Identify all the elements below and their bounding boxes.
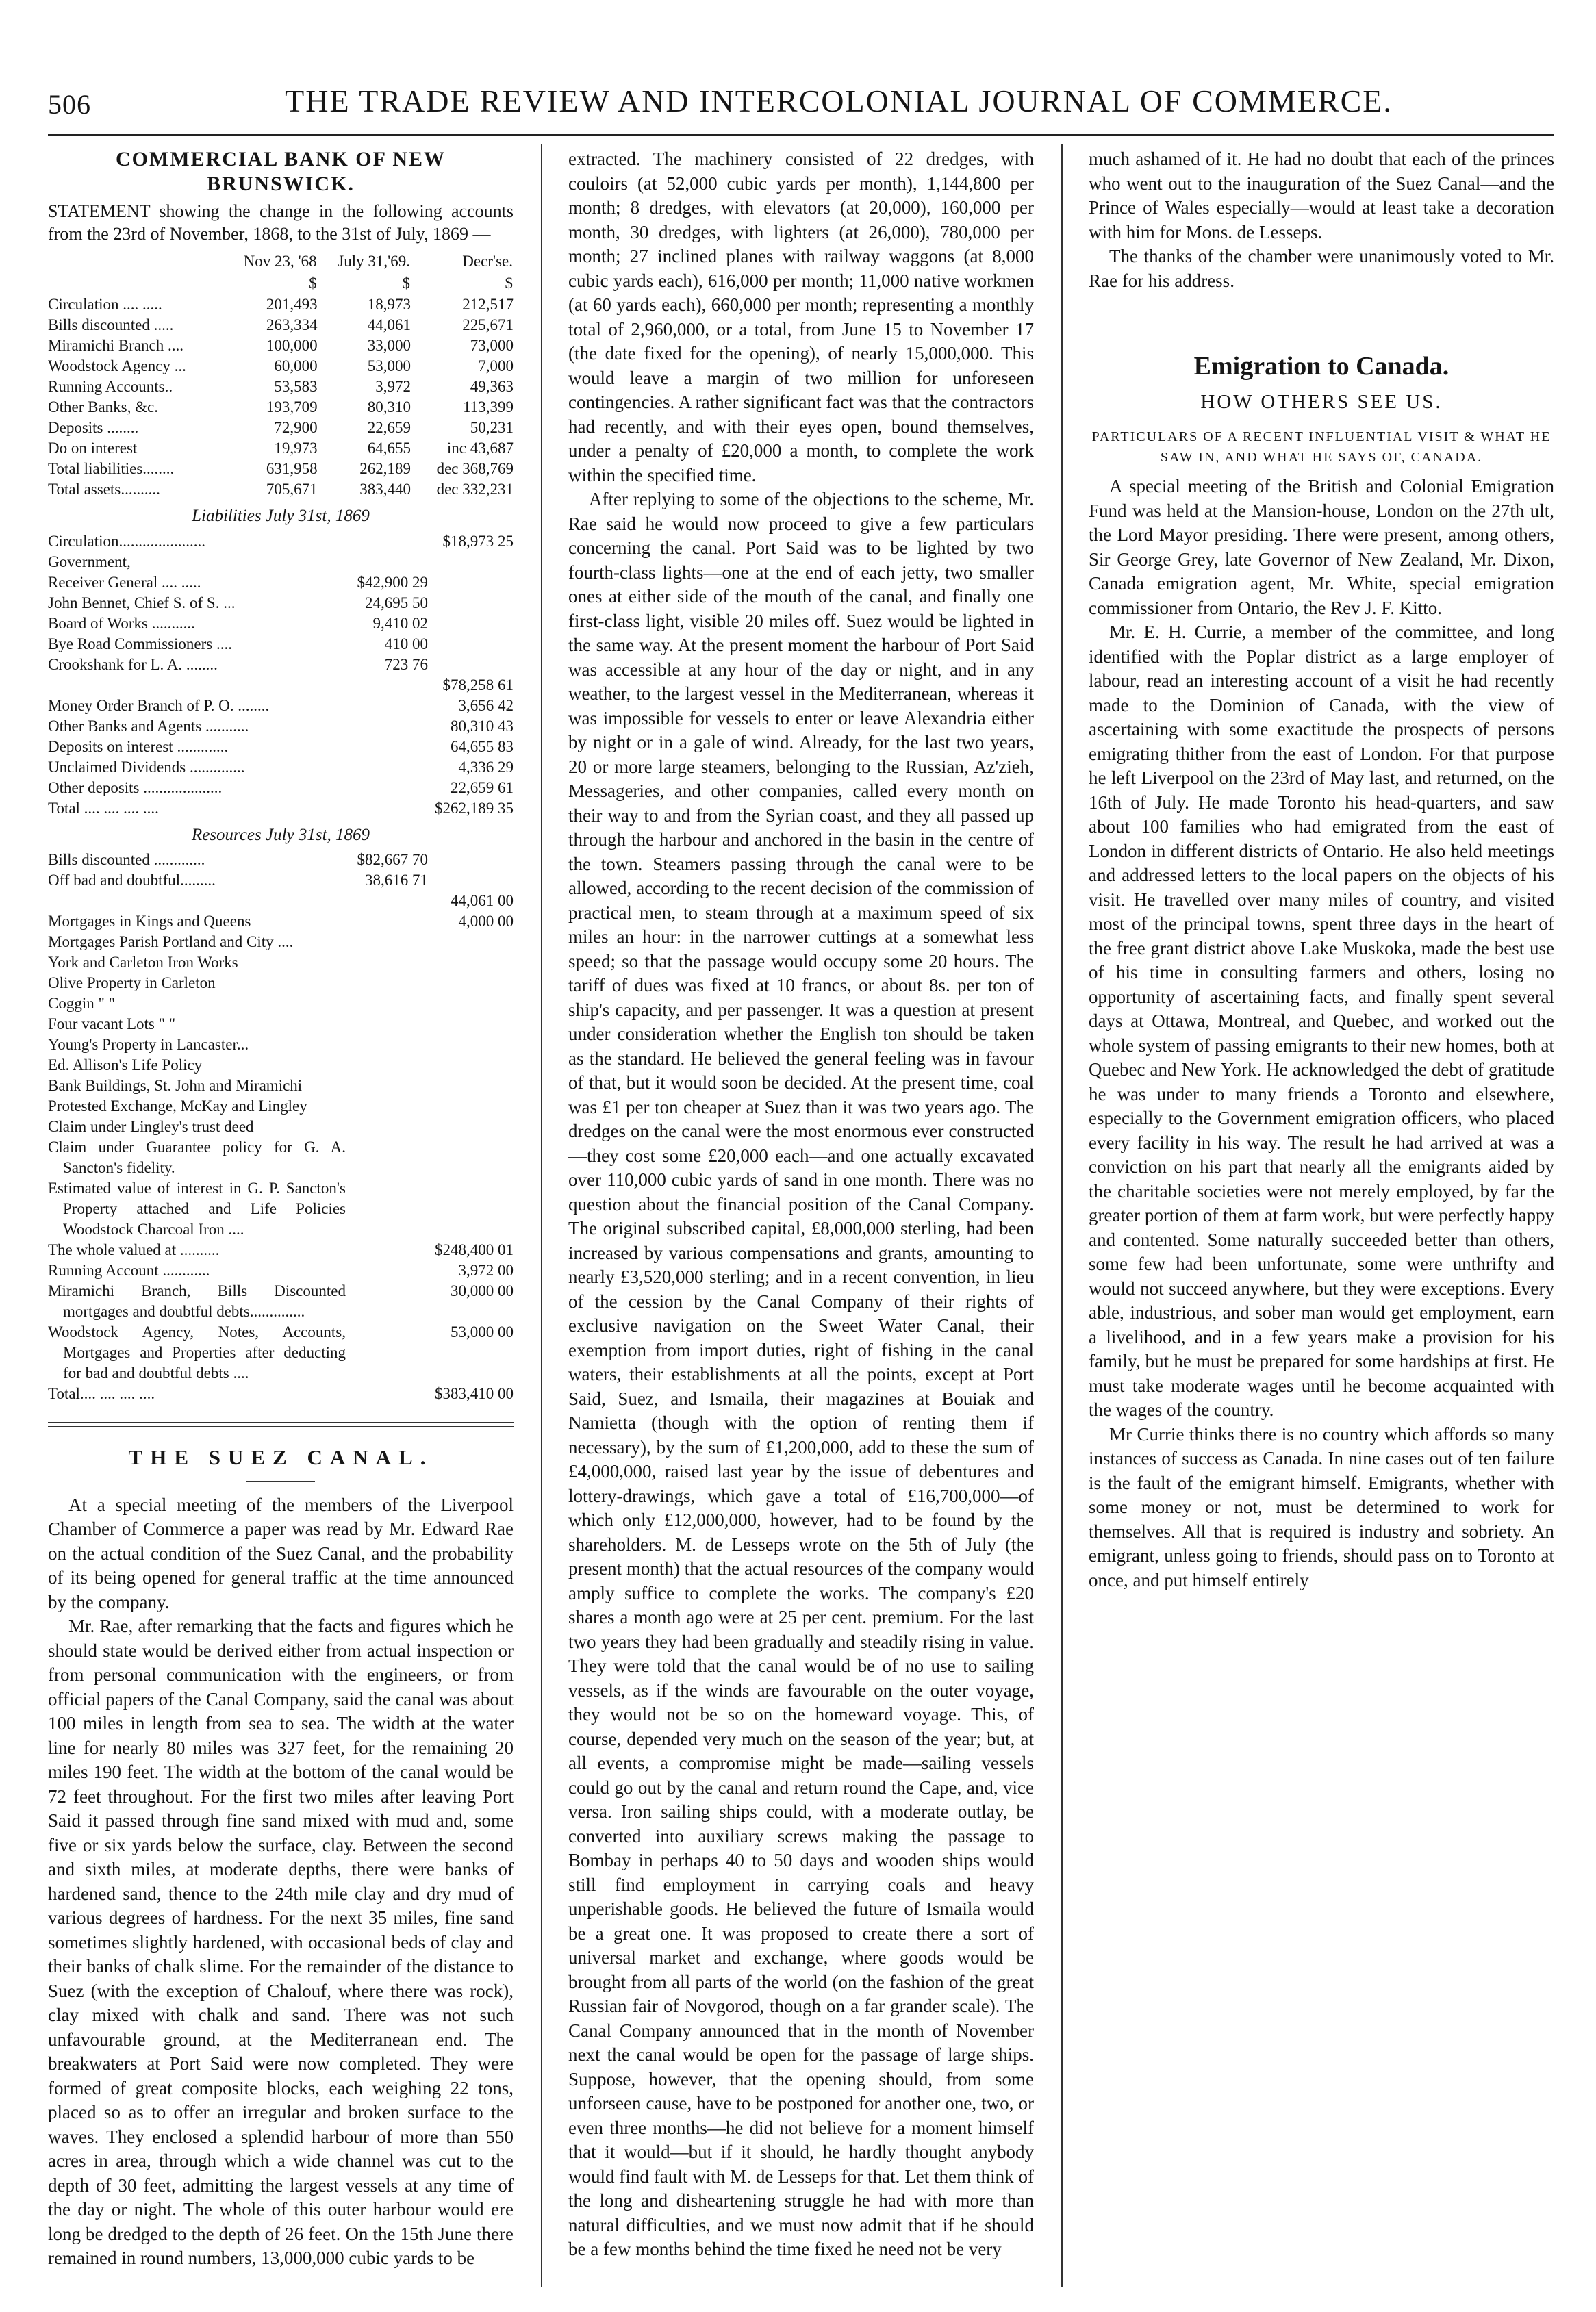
table-cell: 225,671 bbox=[462, 316, 514, 333]
table-row bbox=[48, 891, 514, 911]
table-cell: 33,000 bbox=[367, 337, 411, 354]
table-cell: Woodstock Agency ... bbox=[48, 357, 186, 374]
table-cell bbox=[428, 850, 514, 870]
table-cell: Claim under Lingley's trust deed bbox=[48, 1118, 254, 1135]
table-cell bbox=[346, 552, 428, 572]
table-cell: 53,000 00 bbox=[451, 1323, 514, 1341]
table-row bbox=[48, 1178, 514, 1240]
table-cell: 3,656 42 bbox=[458, 696, 514, 714]
table-row bbox=[48, 870, 514, 891]
table-cell: 262,189 bbox=[359, 460, 411, 477]
table-cell bbox=[428, 1055, 514, 1076]
table-cell: Mortgages in Kings and Queens bbox=[48, 913, 251, 930]
table-cell: 72,900 bbox=[274, 419, 318, 436]
table-cell: 22,659 61 bbox=[451, 778, 514, 796]
table-cell: 410 00 bbox=[384, 635, 428, 652]
table-cell: 212,517 bbox=[462, 296, 514, 313]
table-cell bbox=[346, 993, 428, 1014]
table-row bbox=[48, 479, 514, 500]
currency-symbol: $ bbox=[309, 275, 317, 292]
table-row bbox=[48, 798, 514, 819]
table-cell: Estimated value of interest in G. P. Sancton's Property attached and Life Policies Woodstock Charcoal Iron .... bbox=[48, 1180, 346, 1238]
currency-row bbox=[48, 272, 514, 294]
col-header: Nov 23, '68 bbox=[243, 253, 317, 270]
table-cell bbox=[346, 1178, 428, 1240]
table-cell: The whole valued at .......... bbox=[48, 1241, 220, 1258]
table-row bbox=[48, 377, 514, 397]
table-cell: Deposits on interest ............. bbox=[48, 737, 229, 755]
table-row bbox=[48, 1281, 514, 1322]
table-cell: Young's Property in Lancaster... bbox=[48, 1036, 249, 1053]
suez-title: THE SUEZ CANAL. bbox=[128, 1445, 433, 1469]
table-cell bbox=[346, 531, 428, 552]
table-row bbox=[48, 1076, 514, 1096]
table-cell: 64,655 83 bbox=[451, 737, 514, 755]
table-cell: Other Banks and Agents ........... bbox=[48, 717, 249, 735]
table-row bbox=[48, 531, 514, 552]
table-cell bbox=[346, 1117, 428, 1137]
table-cell: 19,973 bbox=[274, 440, 318, 457]
table-cell bbox=[346, 952, 428, 973]
suez-paragraph-continued: much ashamed of it. He had no doubt that each of the princes who went out to the inauguration of the Suez Canal—and the Prince of Wales especially—would at least take a decoration with him for Mons. de Lesseps. bbox=[1089, 149, 1554, 242]
emigration-paragraph: Mr Currie thinks there is no country which affords so many instances of success as Canada. In nine cases out of ten failure is the fault of the emigrant himself. Emigrants, whether with some money or not, must be determined to work for themselves. All that is required is industry and sobriety. An emigrant, unless going to friends, should pass on to Toronto at once, and put himself entirely bbox=[1089, 1423, 1554, 1590]
table-row bbox=[48, 993, 514, 1014]
table-cell: Total liabilities........ bbox=[48, 460, 175, 477]
page-number: 506 bbox=[48, 89, 91, 120]
col-header: Decr'se. bbox=[462, 253, 513, 270]
table-cell: 705,671 bbox=[266, 481, 318, 498]
table-cell: Running Account ............ bbox=[48, 1262, 210, 1279]
table-cell bbox=[346, 1384, 428, 1404]
table-row bbox=[48, 438, 514, 459]
table-cell bbox=[428, 993, 514, 1014]
table-row bbox=[48, 315, 514, 335]
table-row bbox=[48, 932, 514, 952]
table-cell: $42,900 29 bbox=[357, 573, 428, 591]
table-cell: 53,000 bbox=[367, 357, 411, 374]
table-cell bbox=[428, 870, 514, 891]
table-cell: 73,000 bbox=[470, 337, 514, 354]
table-row bbox=[48, 459, 514, 479]
table-cell: Miramichi Branch, Bills Discounted mortgages and doubtful debts.............. bbox=[48, 1282, 346, 1320]
change-table bbox=[48, 251, 514, 500]
table-cell: Deposits ........ bbox=[48, 419, 139, 436]
table-row bbox=[48, 356, 514, 377]
table-row bbox=[48, 1096, 514, 1117]
table-cell: 80,310 43 bbox=[451, 717, 514, 735]
table-cell bbox=[346, 1260, 428, 1281]
running-head bbox=[48, 79, 1554, 127]
header-rule bbox=[48, 134, 1554, 136]
change-table-header bbox=[48, 251, 514, 272]
table-cell: $262,189 35 bbox=[435, 799, 514, 817]
table-cell: $18,973 25 bbox=[442, 532, 514, 550]
table-cell: 50,231 bbox=[470, 419, 514, 436]
table-cell: 49,363 bbox=[470, 378, 514, 395]
table-row bbox=[48, 335, 514, 356]
table-cell: 723 76 bbox=[384, 655, 428, 673]
table-cell: Coggin " " bbox=[48, 995, 116, 1012]
table-row bbox=[48, 655, 514, 675]
resources-table bbox=[48, 850, 514, 1404]
table-row bbox=[48, 572, 514, 593]
table-cell: 44,061 00 bbox=[451, 892, 514, 909]
table-cell bbox=[346, 1322, 428, 1384]
table-cell bbox=[346, 1281, 428, 1322]
table-cell bbox=[428, 655, 514, 675]
suez-paragraph: Mr. Rae, after remarking that the facts and figures which he should state would be derived either from actual inspection or from personal communication with the engineers, or from official papers of the Canal Company, said the canal was about 100 miles in length from sea to sea. The width at the water line for nearly 80 miles was 327 feet, for the remaining 20 miles 190 feet. The width at the bottom of the canal would be 72 feet throughout. For the first two miles after leaving Port Said it passed through fine sand mixed with mud and, some five or six yards below the surface, clay. Between the second and sixth miles, at moderate depths, there were banks of hardened sand, thence to the 24th mile clay and dry mud of various degrees of hardness. For the next 35 miles, fine sand sometimes slightly hardened, with occasional beds of clay and their banks of chalk slime. For the remainder of the distance to Suez (with the exception of Chalouf, where there was rock), clay mixed with chalk and sand. There was not such unfavourable ground, at the Mediterranean end. The breakwaters at Port Said were now completed. They were formed of great composite blocks, each weighing 22 tons, placed so as to offer an irregular and broken surface to the waves. They enclosed a splendid harbour of more than 550 acres in area, through which a wide channel was cut to the depth of 30 feet, admitting the largest vessels at any time of the day or night. The whole of this outer harbour would ere long be dredged to the depth of 26 feet. On the 15th June there remained in round numbers, 13,000,000 cubic yards to be bbox=[48, 1616, 514, 2268]
table-cell: 30,000 00 bbox=[451, 1282, 514, 1299]
table-cell: Crookshank for L. A. ........ bbox=[48, 655, 218, 673]
table-row bbox=[48, 418, 514, 438]
table-row bbox=[48, 778, 514, 798]
table-cell: Olive Property in Carleton bbox=[48, 974, 216, 991]
column-divider bbox=[541, 144, 542, 2287]
table-row bbox=[48, 696, 514, 716]
table-cell bbox=[48, 891, 346, 911]
table-cell: 631,958 bbox=[266, 460, 318, 477]
section-rule bbox=[48, 1422, 514, 1427]
table-cell: 53,583 bbox=[274, 378, 318, 395]
table-cell bbox=[428, 634, 514, 655]
table-cell: 100,000 bbox=[266, 337, 318, 354]
change-rows bbox=[48, 294, 514, 500]
table-cell: John Bennet, Chief S. of S. ... bbox=[48, 594, 236, 611]
table-cell bbox=[428, 572, 514, 593]
table-cell: Woodstock Agency, Notes, Accounts, Mortgages and Properties after deducting for bad and doubtful debts .... bbox=[48, 1323, 346, 1382]
suez-paragraph: The thanks of the chamber were unanimously voted to Mr. Rae for his address. bbox=[1089, 246, 1554, 291]
table-cell bbox=[346, 716, 428, 737]
table-cell: Bills discounted ............. bbox=[48, 851, 205, 868]
table-cell bbox=[346, 1055, 428, 1076]
table-row bbox=[48, 1014, 514, 1034]
table-cell: Ed. Allison's Life Policy bbox=[48, 1056, 203, 1074]
bank-statement-intro: STATEMENT showing the change in the following accounts from the 23rd of November, 1868, to the 31st of July, 1869 — bbox=[48, 201, 514, 244]
table-cell bbox=[346, 696, 428, 716]
table-cell: 383,440 bbox=[359, 481, 411, 498]
table-row bbox=[48, 911, 514, 932]
table-cell: dec 368,769 bbox=[436, 460, 514, 477]
table-cell: 24,695 50 bbox=[365, 594, 428, 611]
table-cell: 64,655 bbox=[367, 440, 411, 457]
newspaper-page bbox=[48, 79, 1554, 2290]
table-row bbox=[48, 1384, 514, 1404]
table-cell bbox=[346, 973, 428, 993]
emigration-subhead: PARTICULARS OF A RECENT INFLUENTIAL VISIT & WHAT HE SAW IN, AND WHAT HE SAYS OF, CANADA. bbox=[1091, 429, 1551, 465]
table-cell: Receiver General .... ..... bbox=[48, 573, 201, 591]
column-3 bbox=[1089, 147, 1554, 2283]
table-cell: 193,709 bbox=[266, 398, 318, 416]
journal-title: THE TRADE REVIEW AND INTERCOLONIAL JOURNAL OF COMMERCE. bbox=[285, 84, 1393, 118]
table-cell: Total .... .... .... .... bbox=[48, 799, 159, 817]
liabilities-table bbox=[48, 531, 514, 819]
table-cell: 9,410 02 bbox=[372, 614, 428, 632]
table-cell bbox=[428, 593, 514, 613]
table-cell bbox=[346, 1014, 428, 1034]
table-cell bbox=[346, 932, 428, 952]
table-cell: 80,310 bbox=[367, 398, 411, 416]
resources-rows bbox=[48, 850, 514, 1404]
table-row bbox=[48, 1240, 514, 1260]
table-cell: Protested Exchange, McKay and Lingley bbox=[48, 1097, 307, 1115]
table-cell: Board of Works ........... bbox=[48, 614, 195, 632]
table-cell bbox=[428, 1178, 514, 1240]
table-row bbox=[48, 613, 514, 634]
liabilities-rows bbox=[48, 531, 514, 819]
table-cell bbox=[346, 1034, 428, 1055]
emigration-title: Emigration to Canada. bbox=[1193, 352, 1449, 381]
section-rule bbox=[246, 1481, 315, 1482]
table-cell: Total.... .... .... .... bbox=[48, 1385, 155, 1402]
table-row bbox=[48, 850, 514, 870]
table-row bbox=[48, 1117, 514, 1137]
table-row bbox=[48, 737, 514, 757]
table-cell: Bank Buildings, St. John and Miramichi bbox=[48, 1077, 303, 1094]
column-divider bbox=[1061, 144, 1063, 2287]
table-row bbox=[48, 973, 514, 993]
table-cell: 201,493 bbox=[266, 296, 318, 313]
table-cell bbox=[48, 675, 346, 696]
table-cell: 7,000 bbox=[478, 357, 514, 374]
table-cell: Circulation .... ..... bbox=[48, 296, 162, 313]
table-row bbox=[48, 552, 514, 572]
table-cell bbox=[428, 952, 514, 973]
table-cell: Other deposits .................... bbox=[48, 778, 223, 796]
table-cell: Total assets.......... bbox=[48, 481, 160, 498]
table-row bbox=[48, 1055, 514, 1076]
table-cell: Claim under Guarantee policy for G. A. Sancton's fidelity. bbox=[48, 1139, 346, 1176]
table-row bbox=[48, 716, 514, 737]
table-cell bbox=[346, 891, 428, 911]
table-cell bbox=[428, 932, 514, 952]
column-1 bbox=[48, 147, 514, 2283]
table-row bbox=[48, 1034, 514, 1055]
table-cell: Four vacant Lots " " bbox=[48, 1015, 176, 1032]
table-cell: York and Carleton Iron Works bbox=[48, 954, 238, 971]
emigration-paragraph: Mr. E. H. Currie, a member of the committee, and long identified with the Poplar district as a large employer of labour, read an interesting account of a visit he had recently made to the Dominion of Canada, with the view of ascertaining with some exactitude the prospects of persons emigrating thither from the east of London. For that purpose he left Liverpool on the 23rd of May last, and returned, on the 16th of July. He made Toronto his head-quarters, and saw about 100 families who had emigrated from the east of London in different districts of Ontario. He also held meetings and addressed letters to the local papers on the objects of his visit. He travelled over many miles of country, and visited most of the principal towns, spent three days in the heart of the free grant district above Lake Muskoka, made the best use of his time in consulting farmers and others, losing no opportunity of ascertaining facts, and finally spent several days at Ottawa, Montreal, and Quebec, and worked out the whole system of passing emigrants to their new homes, both at Quebec and New York. He acknowledged the debt of gratitude he was under to many friends a Toronto and elsewhere, especially to the Government emigration officers, who placed every facility in his way. The result he had arrived at was a conviction on his part that nearly all the emigrants aided by the charitable societies were not merely employed, by far the greater portion of them at farm work, but were perfectly happy and contented. Some naturally succeeded better than others, some few had been unfortunate, some were unthrifty and would not succeed anywhere, but they were exceptions. Every able, industrious, and sober man would get employment, earn a livelihood, and in a few years make a provision for his family, but he must be prepared for some hardships at first. He must take moderate wages until he become acquainted with the wages of the country. bbox=[1089, 622, 1554, 1420]
liabilities-label: Liabilities July 31st, 1869 bbox=[192, 507, 370, 525]
table-row bbox=[48, 634, 514, 655]
table-cell: $383,410 00 bbox=[435, 1385, 514, 1402]
table-cell bbox=[346, 911, 428, 932]
table-cell bbox=[428, 1117, 514, 1137]
table-row bbox=[48, 593, 514, 613]
table-cell: 38,616 71 bbox=[365, 872, 428, 889]
table-cell: Running Accounts.. bbox=[48, 378, 173, 395]
bank-statement-title: COMMERCIAL BANK OF NEW BRUNSWICK. bbox=[115, 148, 446, 195]
column-2 bbox=[568, 147, 1034, 2283]
suez-paragraph: At a special meeting of the members of the Liverpool Chamber of Commerce a paper was read by Mr. Edward Rae on the actual condition of the Suez Canal, and the probability of its being opened for general traffic at the time announced by the company. bbox=[48, 1494, 514, 1612]
emigration-paragraph: A special meeting of the British and Colonial Emigration Fund was held at the Mansion-house, London on the 27th ult, the Lord Mayor presiding. There were present, among others, Sir George Grey, late Governor of New Zealand, Mr. Dixon, Canada emigration agent, Mr. White, special emigration commissioner from Ontario, the Rev J. F. Kitto. bbox=[1089, 476, 1554, 618]
table-cell: 44,061 bbox=[367, 316, 411, 333]
table-cell bbox=[428, 552, 514, 572]
currency-symbol: $ bbox=[505, 275, 513, 292]
table-cell: 60,000 bbox=[274, 357, 318, 374]
col-header: July 31,'69. bbox=[338, 253, 411, 270]
table-cell bbox=[428, 1014, 514, 1034]
table-cell: $248,400 01 bbox=[435, 1241, 514, 1258]
table-row bbox=[48, 757, 514, 778]
table-row bbox=[48, 1322, 514, 1384]
table-cell bbox=[428, 973, 514, 993]
table-cell: Circulation...................... bbox=[48, 532, 205, 550]
table-cell: Money Order Branch of P. O. ........ bbox=[48, 696, 270, 714]
table-cell bbox=[346, 1076, 428, 1096]
table-cell: inc 43,687 bbox=[446, 440, 514, 457]
table-cell bbox=[346, 798, 428, 819]
table-row bbox=[48, 1260, 514, 1281]
table-cell: dec 332,231 bbox=[436, 481, 514, 498]
resources-label: Resources July 31st, 1869 bbox=[191, 825, 370, 844]
table-cell bbox=[428, 1096, 514, 1117]
emigration-subtitle: HOW OTHERS SEE US. bbox=[1200, 390, 1443, 413]
table-cell: 263,334 bbox=[266, 316, 318, 333]
table-row bbox=[48, 675, 514, 696]
table-cell bbox=[428, 1076, 514, 1096]
table-cell: 3,972 bbox=[375, 378, 411, 395]
table-cell: 4,336 29 bbox=[458, 758, 514, 776]
table-cell: 22,659 bbox=[367, 419, 411, 436]
table-cell bbox=[428, 1034, 514, 1055]
table-cell bbox=[346, 757, 428, 778]
table-cell bbox=[346, 675, 428, 696]
table-cell: 113,399 bbox=[463, 398, 514, 416]
table-cell bbox=[346, 1137, 428, 1178]
table-cell: Off bad and doubtful......... bbox=[48, 872, 216, 889]
table-cell: Do on interest bbox=[48, 440, 138, 457]
suez-paragraph: After replying to some of the objections to the scheme, Mr. Rae said he would now proceed to give a few particulars concerning the canal. Port Said was to be lighted by two fourth-class lights—one at the end of each jetty, two smaller ones at either side of the mouth of the canal, and finally one first-class light, visible 20 miles off. Suez would be lighted in the same way. At the present moment the harbour of Port Said was accessible at any hour of the day or night, and in any weather, to the largest vessel in the Mediterranean, whereas it was impossible for vessels to enter or leave Alexandria either by night or in a gale of wind. Already, for the last two years, 20 or more large steamers, belonging to the Russian, Az'zieh, Messageries, and other companies, called every month on their way to and from the Syrian coast, and they all passed up through the harbour and anchored in the basin in the centre of the town. Steamers passing through the canal were to be allowed, according to the recent decision of the commission of practical men, to steam through at a maximum speed of six miles an hour: in the narrower cuttings at a somewhat less speed; so that the passage would occupy some 20 hours. The tariff of dues was fixed at 10 francs, or about 8s. per ton of ship's capacity, and per passenger. It was a question at present under consideration whether the English ton should be taken as the standard. He believed the general feeling was in favour of that, but it would soon be decided. At the present time, coal was £1 per ton cheaper at Suez than it was two years ago. The dredges on the canal were the most enormous ever constructed—they cost some £20,000 each—and one actually excavated over 110,000 cubic yards of sand in one month. There was no question about the financial position of the Canal Company. The original subscribed capital, £8,000,000 sterling, had been increased by various compensations and grants, amounting to nearly £3,520,000 sterling; and in a recent convention, in lieu of the cession by the Canal Company of their rights of exclusive navigation on the Sweet Water Canal, their exemption from import duties, right of fishing in the canal waters, their establishments at all the points, except at Port Said, Suez, and Ismaila, their magazines at Bouiak and Namietta (though with the option of renting them if necessary), by the sum of £1,200,000, add to these the sum of £4,000,000, raised last year by the issue of debentures and lottery-drawings, which gave a total of £16,700,000—of which only £12,000,000, however, had to be found by the shareholders. M. de Lesseps wrote on the 5th of July (the present month) that the actual resources of the company would amply suffice to complete the works. The company's £20 shares a month ago were at 25 per cent. premium. For the last two years they had been gradually and steadily rising in value. They were told that the canal would be of no use to sailing vessels, as if the winds are favourable on the outer voyage, they would not be so on the homeward voyage. This, of course, depended very much on the season of the year; but, at all events, a compromise might be made—sailing vessels could go out by the canal and return round the Cape, and, vice versa. Iron sailing ships could, with a moderate outlay, be converted into auxiliary screws making the passage to Bombay in perhaps 40 to 50 days and wooden ships would still find employment in carrying coals and heavy unperishable goods. He believed the future of Ismaila would be a great one. It was proposed to create there a sort of universal market and exchange, where goods would be brought from all parts of the world (on the fashion of the great Russian fair of Novgorod, though on a far grander scale). The Canal Company announced that in the month of November next the canal would be open for the passage of large ships. Suppose, however, that the opening should, from some unforseen cause, have to be postponed for another one, two, or even three months—he did not believe for a moment himself that it would—but if it should, he hardly thought anybody would find fault with M. de Lesseps for that. Let them think of the long and disheartening struggle he had with more than natural difficulties, and we must now admit that if he should be a few months behind the time fixed he need not be very bbox=[568, 489, 1034, 2259]
table-row bbox=[48, 952, 514, 973]
table-cell: Government, bbox=[48, 552, 131, 570]
table-cell: Bye Road Commissioners .... bbox=[48, 635, 232, 652]
table-cell: Bills discounted ..... bbox=[48, 316, 174, 333]
table-cell bbox=[346, 778, 428, 798]
table-cell: 18,973 bbox=[367, 296, 411, 313]
table-row bbox=[48, 397, 514, 418]
table-cell bbox=[346, 1240, 428, 1260]
table-cell: $82,667 70 bbox=[357, 851, 428, 868]
table-cell: 3,972 00 bbox=[458, 1262, 514, 1279]
currency-symbol: $ bbox=[402, 275, 411, 292]
table-cell bbox=[346, 1096, 428, 1117]
table-row bbox=[48, 1137, 514, 1178]
suez-paragraph-continued: extracted. The machinery consisted of 22 dredges, with couloirs (at 52,000 cubic yards per month), 1,144,800 per month; 8 dredges, with elevators (at 20,000), 160,000 per month, 30 dredges, with lighters (at 26,000), 780,000 per month; 27 inclined planes with railway waggons (at 8,000 cubic yards each), 616,000 per month; 11,000 native workmen (at 60 yards each), 660,000 per month; representing a monthly total of 2,960,000, or a total, from June 15 to November 17 (the date fixed for the opening), of nearly 15,000,000. This would leave a margin of two million for unforeseen contingencies. A rather significant fact was that the contractors had recently, and with their eyes open, bound themselves, under a penalty of £20,000 a month, to complete the work within the specified time. bbox=[568, 149, 1034, 485]
table-cell: Unclaimed Dividends .............. bbox=[48, 758, 245, 776]
table-cell bbox=[428, 1137, 514, 1178]
table-cell: $78,258 61 bbox=[442, 676, 514, 694]
table-cell: 4,000 00 bbox=[458, 913, 514, 930]
table-cell: Other Banks, &c. bbox=[48, 398, 158, 416]
table-cell: Miramichi Branch .... bbox=[48, 337, 184, 354]
table-cell bbox=[428, 613, 514, 634]
table-row bbox=[48, 294, 514, 315]
table-cell bbox=[346, 737, 428, 757]
table-cell: Mortgages Parish Portland and City .... bbox=[48, 933, 294, 950]
